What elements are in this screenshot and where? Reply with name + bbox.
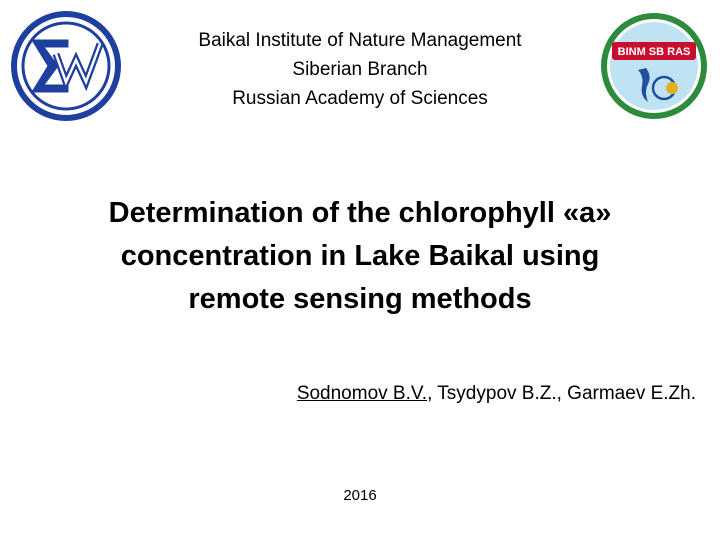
year: 2016 [343,487,377,504]
sigma-w-emblem-icon [10,10,122,122]
institute-name: Baikal Institute of Nature Management [198,30,522,51]
institute-branch: Siberian Branch [292,59,428,80]
institute-academy: Russian Academy of Sciences [232,88,488,109]
binm-seal-icon [598,10,710,122]
co-authors: , Tsydypov B.Z., Garmaev E.Zh. [427,383,696,404]
title-line-1: Determination of the chlorophyll «a» [108,197,612,229]
title-line-3: remote sensing methods [188,283,532,315]
binm-seal [598,10,710,122]
binm-seal-text: BINM SB RAS [617,46,691,58]
lead-author: Sodnomov B.V. [296,383,428,404]
institute-header [130,26,590,113]
title-line-2: concentration in Lake Baikal using [120,240,600,272]
authors [200,383,696,405]
slide-title [40,192,680,321]
